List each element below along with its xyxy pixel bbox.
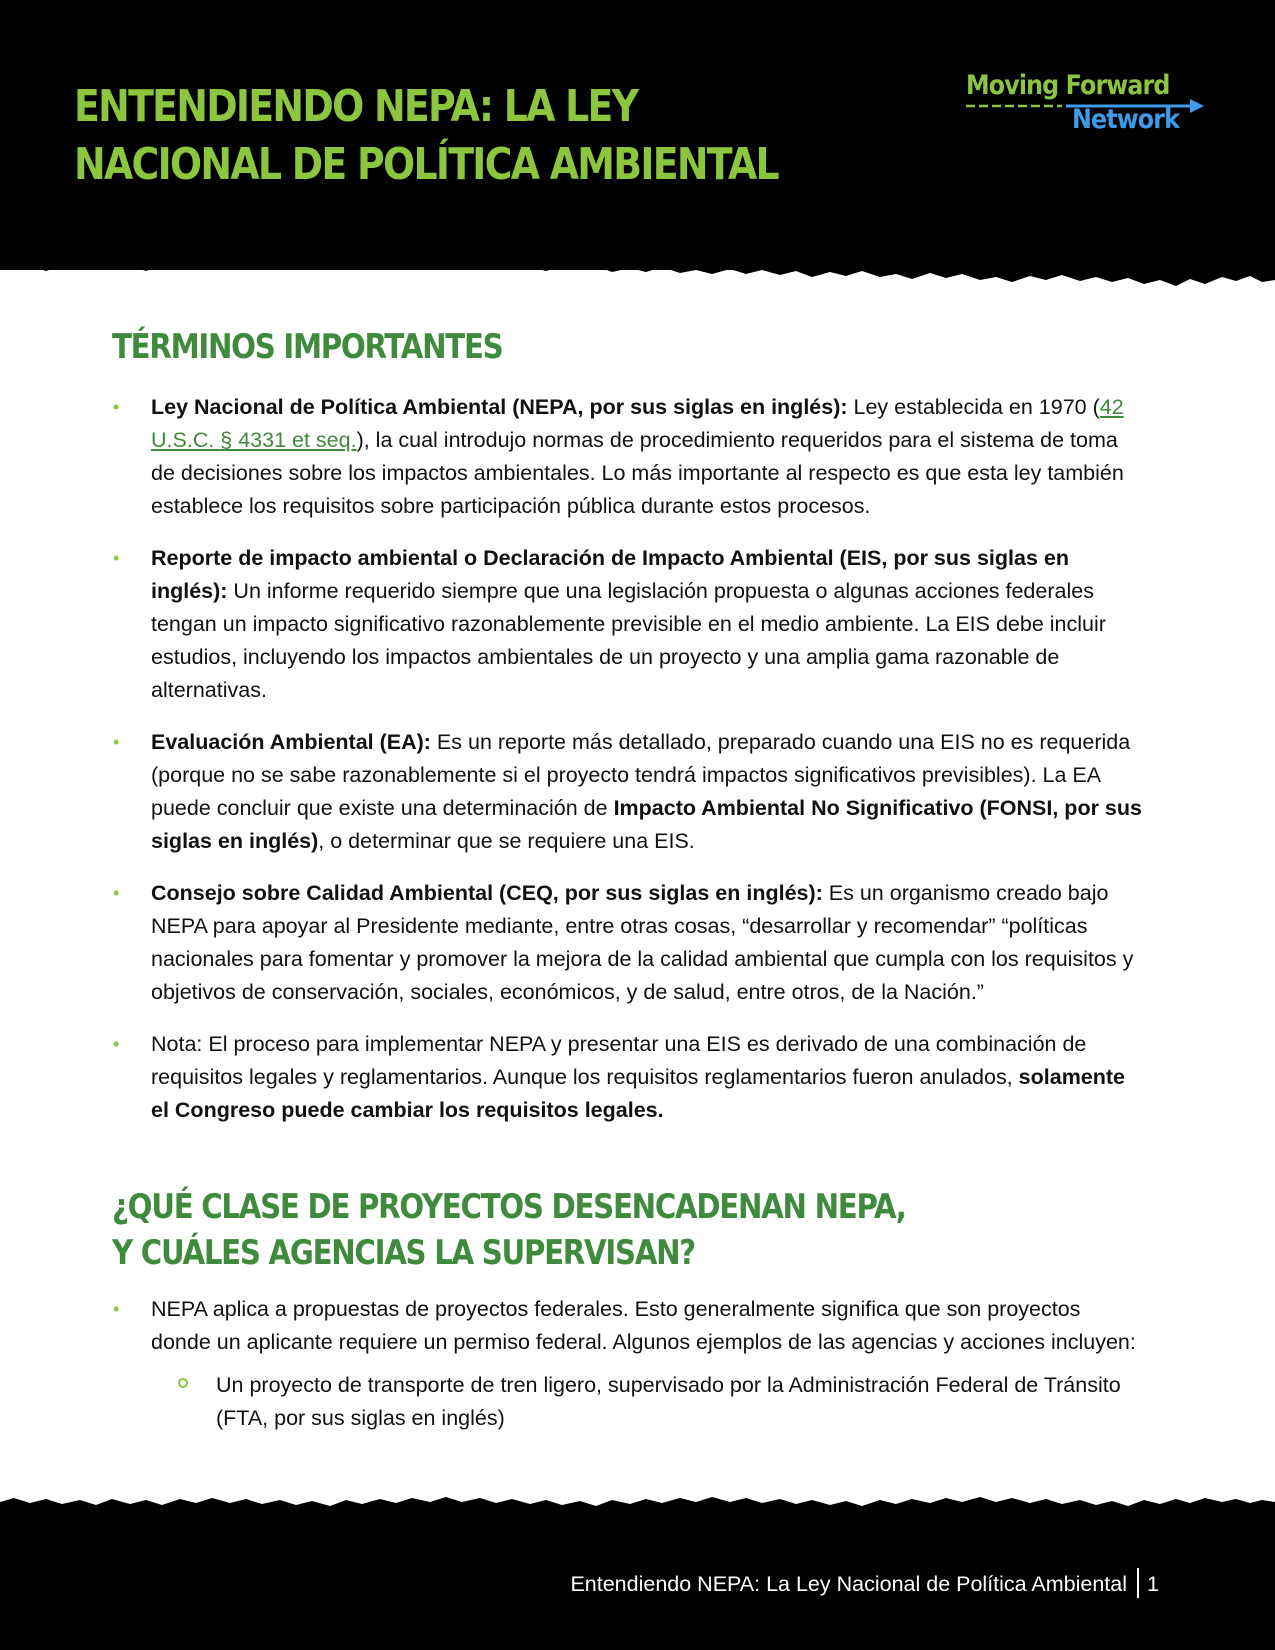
projects-list — [112, 1293, 1142, 1435]
projects-item-text: NEPA aplica a propuestas de proyectos federales. Esto generalmente significa que son proyectos donde un aplicante requiere un permiso federal. Algunos ejemplos de las agencias y acciones incluyen: — [151, 1297, 1136, 1354]
document-title — [74, 78, 778, 194]
note-text: Nota: El proceso para implementar NEPA y presentar una EIS es derivado de una combinación de requisitos legales y reglamentarios. Aunque los requisitos reglamentarios fueron anulados, — [151, 1032, 1087, 1089]
projects-heading-line-2: Y CUÁLES AGENCIAS LA SUPERVISAN? — [112, 1233, 695, 1273]
terms-heading: TÉRMINOS IMPORTANTES — [112, 327, 503, 367]
torn-edge-top — [0, 240, 1275, 300]
title-line-2: NACIONAL DE POLÍTICA AMBIENTAL — [74, 139, 778, 190]
footer-title: Entendiendo NEPA: La Ley Nacional de Política Ambiental — [570, 1572, 1128, 1596]
term-text-continued: ), la cual introdujo normas de procedimiento requeridos para el sistema de toma de decisiones sobre los impactos ambientales. Lo más importante al respecto es que esta ley también establece los requisitos sobre participación pública durante estos procesos. — [151, 428, 1124, 518]
term-label: Reporte de impacto ambiental o Declaración de Impacto Ambiental (EIS, por sus siglas en inglés): — [151, 546, 1069, 603]
projects-sub-item — [151, 1369, 1142, 1435]
bullet-icon: • — [113, 883, 120, 903]
footer-separator — [1137, 1568, 1139, 1598]
term-item-eis — [112, 542, 1142, 707]
term-item-ea — [112, 726, 1142, 858]
term-item-ceq — [112, 877, 1142, 1009]
term-item-nepa — [112, 391, 1142, 523]
term-text-end: , o determinar que se requiere una EIS. — [318, 829, 695, 853]
moving-forward-network-logo — [966, 70, 1206, 140]
hollow-circle-bullet-icon — [178, 1378, 188, 1388]
term-bold-inline: Impacto Ambiental No Significativo (FONSI, por sus siglas en inglés) — [151, 796, 1142, 853]
footer-caption — [570, 1570, 1159, 1600]
projects-item — [112, 1293, 1142, 1435]
terms-list — [112, 391, 1142, 1146]
title-line-1: ENTENDIENDO NEPA: LA LEY — [74, 81, 638, 132]
term-label: Evaluación Ambiental (EA): — [151, 730, 431, 754]
bullet-icon: • — [113, 1299, 120, 1319]
bullet-icon: • — [113, 1034, 120, 1054]
logo-text-bottom: Network — [1072, 104, 1180, 135]
term-item-note — [112, 1028, 1142, 1127]
projects-sub-item-text: Un proyecto de transporte de tren ligero, supervisado por la Administración Federal de Tránsito (FTA, por sus siglas en inglés) — [216, 1373, 1121, 1430]
term-text: Un informe requerido siempre que una legislación propuesta o algunas acciones federales tengan un impacto significativo razonablemente previsible en el medio ambiente. La EIS debe incluir estudios, incluyendo los impactos ambientales de un proyecto y una amplia gama razonable de alternativas. — [151, 579, 1106, 702]
statute-citation-link[interactable]: 42 U.S.C. § 4331 et seq. — [151, 395, 1124, 452]
term-text: Es un reporte más detallado, preparado cuando una EIS no es requerida (porque no se sabe razonablemente si el proyecto tendrá impactos significativos previsibles). La EA puede concluir que existe una determinación de — [151, 730, 1131, 820]
bullet-icon: • — [113, 397, 120, 417]
note-bold-end: solamente el Congreso puede cambiar los requisitos legales. — [151, 1065, 1126, 1122]
projects-heading — [112, 1184, 906, 1276]
term-label: Consejo sobre Calidad Ambiental (CEQ, por sus siglas en inglés): — [151, 881, 823, 905]
bullet-icon: • — [113, 548, 120, 568]
term-label: Ley Nacional de Política Ambiental (NEPA, por sus siglas en inglés): — [151, 395, 848, 419]
term-text: Ley establecida en 1970 ( — [847, 395, 1100, 419]
page-number: 1 — [1147, 1572, 1159, 1596]
term-text: Es un organismo creado bajo NEPA para apoyar al Presidente mediante, entre otras cosas, “desarrollar y recomendar” “políticas nacionales para fomentar y promover la mejora de la calidad ambiental que cumpla con los requisitos y objetivos de conservación, sociales, económicos, y de salud, entre otros, de la Nación.” — [151, 881, 1134, 1004]
bullet-icon: • — [113, 732, 120, 752]
logo-text-top: Moving Forward — [966, 70, 1170, 101]
projects-heading-line-1: ¿QUÉ CLASE DE PROYECTOS DESENCADENAN NEPA, — [112, 1187, 906, 1227]
projects-sub-list — [151, 1369, 1142, 1435]
